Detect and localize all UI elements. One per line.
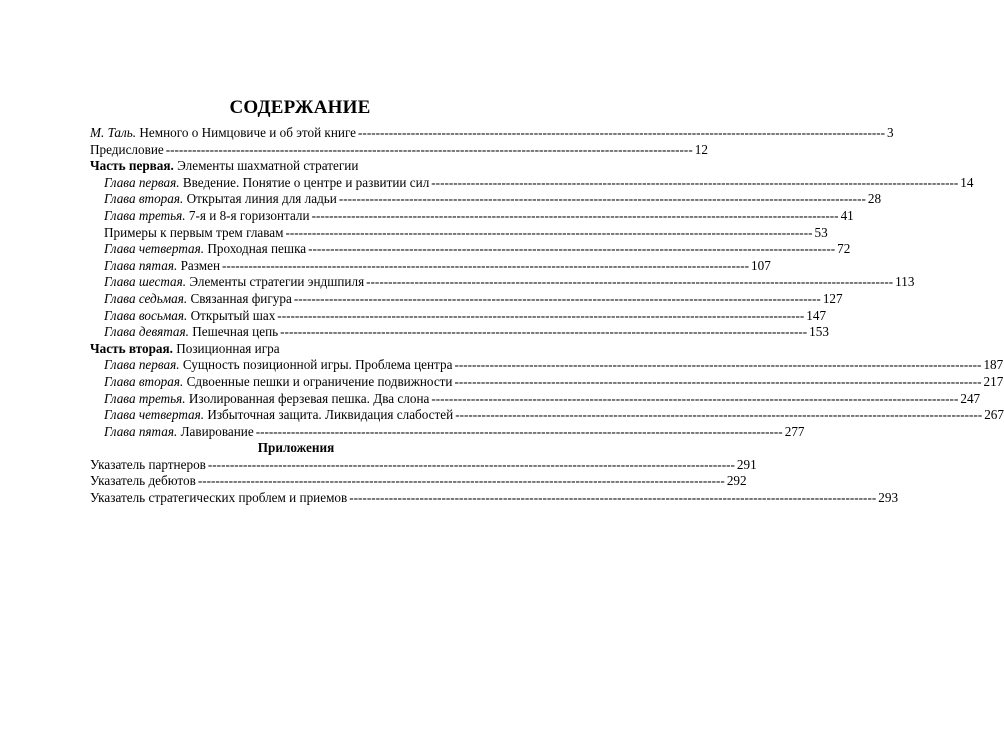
chapter-label: Глава девятая. (104, 324, 189, 340)
leader-dots (222, 258, 749, 275)
appendix-entry (90, 456, 757, 474)
page-number: 147 (806, 307, 827, 323)
chapter-label: Глава четвертая. (104, 407, 205, 423)
leader-dots (166, 142, 693, 159)
toc-entry (90, 241, 851, 258)
appendix-list (90, 456, 899, 507)
toc-entry (90, 407, 1004, 424)
chapter-label: Глава седьмая. (104, 290, 188, 306)
toc-entry (90, 290, 843, 308)
part-label: Часть вторая. (90, 340, 173, 356)
page-number: 277 (784, 423, 805, 439)
leader-dots (339, 191, 866, 208)
leader-dots (208, 457, 735, 474)
leader-dots (294, 291, 821, 308)
chapter-label: Глава вторая. (104, 373, 184, 389)
entry-title: Элементы стратегии эндшпиля (189, 274, 365, 290)
entry-title: Пешечная цепь (192, 324, 279, 340)
leader-dots (358, 125, 885, 142)
page-number: 217 (983, 373, 1004, 389)
entry-title: Связанная фигура (190, 290, 292, 306)
leader-dots (277, 308, 804, 325)
appendix-entry (90, 490, 899, 507)
chapter-label: Глава четвертая. (104, 241, 205, 257)
leader-dots (455, 407, 982, 424)
page-number: 12 (694, 141, 708, 157)
entry-title: Избыточная защита. Ликвидация слабостей (207, 407, 454, 423)
page-number: 113 (895, 274, 915, 290)
page-number: 107 (751, 257, 771, 273)
leader-dots (431, 175, 958, 192)
part1-chapters (90, 174, 974, 341)
entry-title: Проходная пешка (207, 241, 307, 257)
toc-entry (90, 224, 828, 242)
toc-entry (90, 357, 1004, 374)
toc-entry (90, 423, 805, 441)
entry-title: 7-я и 8-я горизонтали (188, 207, 310, 223)
chapter-label: Глава третья. (104, 207, 186, 223)
leader-dots (256, 424, 783, 441)
leader-dots (280, 324, 807, 341)
entry-title: Размен (180, 257, 221, 273)
part-heading (90, 341, 502, 358)
entry-title: Изолированная ферзевая пешка. Два слона (188, 390, 430, 406)
chapter-label: Глава первая. (104, 174, 180, 190)
leader-dots (455, 374, 982, 391)
page-number: 14 (960, 174, 974, 190)
page-number: 72 (837, 241, 851, 257)
appendix-heading: Приложения (257, 440, 335, 456)
entry-title: Сущность позиционной игры. Проблема центра (182, 357, 453, 373)
page-number: 267 (984, 407, 1004, 423)
page-number: 41 (840, 207, 854, 223)
chapter-label: Глава вторая. (104, 191, 184, 207)
entry-author: М. Таль. (90, 125, 137, 140)
leader-dots (286, 225, 813, 242)
toc-entry (90, 141, 708, 159)
chapter-label: Глава третья. (104, 390, 186, 406)
entry-title: Введение. Понятие о центре и развитии сил (182, 174, 430, 190)
entry-title: Указатель дебютов (90, 473, 196, 489)
leader-dots (454, 357, 981, 374)
toc-entry (90, 191, 882, 208)
toc-entry (90, 174, 974, 192)
toc-entry (90, 390, 981, 408)
chapter-label: Глава шестая. (104, 274, 187, 290)
toc-entry (90, 324, 829, 341)
chapter-label: Глава пятая. (104, 423, 178, 439)
entry-title: Немного о Нимцовиче и об этой книге (139, 125, 357, 140)
leader-dots (349, 490, 876, 507)
leader-dots (312, 208, 839, 225)
part-title: Позиционная игра (176, 340, 280, 356)
part2-chapters (90, 357, 1004, 440)
entry-title: Открытый шах (190, 307, 276, 323)
entry-title: Предисловие (90, 141, 164, 157)
entry-title: Лавирование (180, 423, 254, 439)
page-number: 3 (887, 125, 894, 140)
leader-dots (308, 241, 835, 258)
leader-dots (198, 473, 725, 490)
page-number: 153 (809, 324, 829, 340)
chapter-label: Глава восьмая. (104, 307, 188, 323)
entry-title: Указатель стратегических проблем и приемов (90, 490, 348, 506)
toc-entry (90, 257, 771, 275)
chapter-label: Глава первая. (104, 357, 180, 373)
table-of-contents (90, 125, 1004, 507)
leader-dots (366, 274, 893, 291)
toc-entry (90, 373, 1004, 391)
page-number: 127 (822, 290, 843, 306)
entry-title: Открытая линия для ладьи (186, 191, 337, 207)
appendix-entry (90, 473, 747, 490)
page-number: 247 (960, 390, 981, 406)
part-label: Часть первая. (90, 158, 174, 174)
page-number: 28 (867, 191, 882, 207)
page-number: 293 (878, 490, 899, 506)
chapter-label: Глава пятая. (104, 257, 178, 273)
toc-entry (90, 307, 827, 325)
toc-entry (90, 207, 854, 225)
leader-dots (431, 391, 958, 408)
toc-entry (90, 274, 915, 291)
toc-entry (90, 125, 894, 142)
entry-title: Примеры к первым трем главам (104, 224, 284, 240)
page-number: 292 (726, 473, 747, 489)
entry-title: Сдвоенные пешки и ограничение подвижности (186, 373, 453, 389)
page-number: 291 (736, 456, 757, 472)
entry-title: Указатель партнеров (90, 456, 206, 472)
part-title: Элементы шахматной стратегии (177, 158, 359, 174)
page-number: 187 (983, 357, 1004, 373)
page-number: 53 (814, 224, 828, 240)
part-heading (90, 158, 502, 175)
page-title: СОДЕРЖАНИЕ (229, 97, 371, 118)
